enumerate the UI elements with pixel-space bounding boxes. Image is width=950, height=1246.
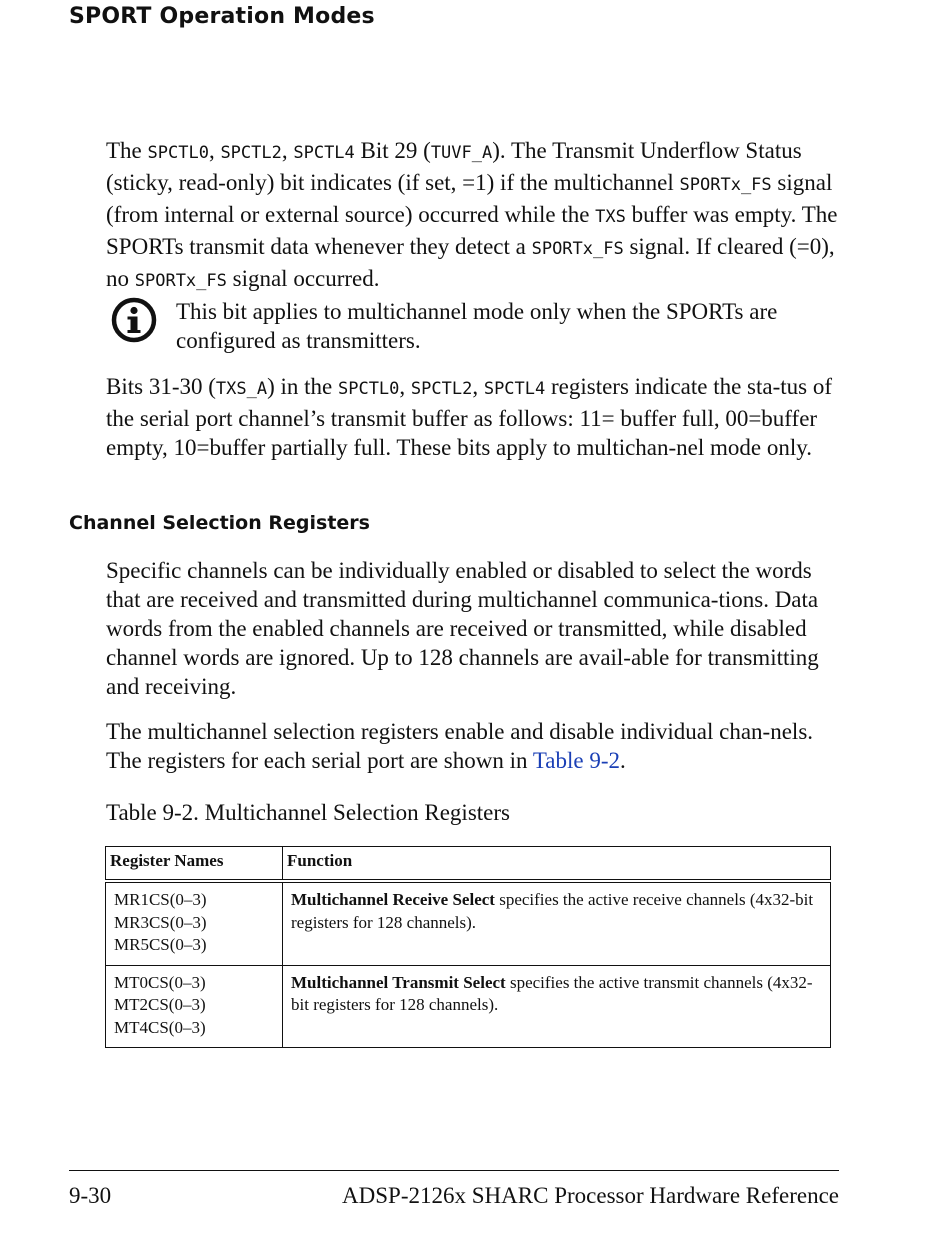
register-names-cell xyxy=(106,965,283,1048)
text: signal occurred. xyxy=(226,266,380,291)
text: registers indicate the sta-tus of the serial port channel’s transmit buffer as follows: 11= buffer full, 00=buffer empty, 10=buffer partially full. These bits apply to multichan-nel mode only. xyxy=(106,374,833,460)
register-name: MT0CS(0–3) xyxy=(114,972,206,992)
text: Bit 29 ( xyxy=(354,138,431,163)
text: The xyxy=(106,138,148,163)
signal-name: SPORTx_FS xyxy=(679,175,772,195)
paragraph-registers xyxy=(106,717,841,775)
register-name: MR3CS(0–3) xyxy=(114,912,207,932)
table-row xyxy=(106,965,831,1048)
text: , xyxy=(281,138,294,163)
function-description: specifies the active transmit channels (4x32-bit registers for 128 channels). xyxy=(291,972,813,1014)
text: , xyxy=(399,374,411,399)
table-caption: Table 9-2. Multichannel Selection Registers xyxy=(106,800,510,825)
register-name: SPCTL4 xyxy=(483,379,546,399)
register-name: MR5CS(0–3) xyxy=(114,935,207,954)
register-names-cell xyxy=(106,881,283,965)
register-name: SPCTL2 xyxy=(410,379,473,399)
function-cell xyxy=(283,881,831,965)
column-header: Register Names xyxy=(106,847,283,882)
signal-name: SPORTx_FS xyxy=(134,271,227,291)
bit-name: TXS_A xyxy=(215,379,268,399)
register-name: MR1CS(0–3) xyxy=(114,890,207,909)
table-link[interactable]: Table 9-2 xyxy=(532,748,621,773)
text: Bits 31-30 ( xyxy=(106,374,216,399)
text: , xyxy=(472,374,484,399)
text: The multichannel selection registers enable and disable individual chan-nels. The registers for each serial port are shown in xyxy=(106,719,814,773)
function-description: specifies the active receive channels (4x32-bit registers for 128 channels). xyxy=(291,890,814,932)
register-name: SPCTL0 xyxy=(337,379,400,399)
bit-name: TUVF_A xyxy=(430,143,493,163)
text: signal. If cleared (=0), no xyxy=(106,234,835,291)
paragraph-txs xyxy=(106,372,841,462)
footer-divider xyxy=(69,1170,839,1171)
paragraph-channels: Specific channels can be individually enabled or disabled to select the words that are received and transmitted during multichannel communica-tions. Data words from the enabled channels are received or transmitted, while disabled channel words are ignored. Up to 128 channels are avail-able for transmitting and receiving. xyxy=(106,558,819,699)
register-name: SPCTL2 xyxy=(220,143,282,163)
info-icon xyxy=(111,297,157,343)
subheading: Channel Selection Registers xyxy=(69,512,370,534)
page-number: 9-30 xyxy=(69,1183,112,1208)
note-text: This bit applies to multichannel mode only when the SPORTs are configured as transmitters. xyxy=(176,299,778,353)
register-name: MT2CS(0–3) xyxy=(114,995,206,1014)
function-title: Multichannel Receive Select xyxy=(291,890,495,909)
buffer-name: TXS xyxy=(595,207,626,227)
table-row xyxy=(106,881,831,965)
text: ). The Transmit Underflow Status (sticky, read-only) bit indicates (if set, =1) if the multichannel xyxy=(106,138,802,195)
register-name: MT4CS(0–3) xyxy=(114,1017,206,1037)
book-title: ADSP-2126x SHARC Processor Hardware Reference xyxy=(342,1183,839,1208)
text: . xyxy=(620,748,626,773)
section-title: SPORT Operation Modes xyxy=(69,4,375,29)
text: , xyxy=(208,138,221,163)
text: signal (from internal or external source) occurred while the xyxy=(106,170,833,227)
text: buffer was empty. The SPORTs transmit data whenever they detect a xyxy=(106,202,838,259)
function-cell xyxy=(283,965,831,1048)
signal-name: SPORTx_FS xyxy=(531,239,624,259)
register-name: SPCTL4 xyxy=(293,143,355,163)
column-header: Function xyxy=(283,847,831,882)
table-header-row xyxy=(106,847,831,882)
text: ) in the xyxy=(267,374,338,399)
paragraph-tuvf xyxy=(106,136,841,296)
function-title: Multichannel Transmit Select xyxy=(291,972,506,992)
registers-table xyxy=(105,846,831,1048)
register-name: SPCTL0 xyxy=(147,143,209,163)
